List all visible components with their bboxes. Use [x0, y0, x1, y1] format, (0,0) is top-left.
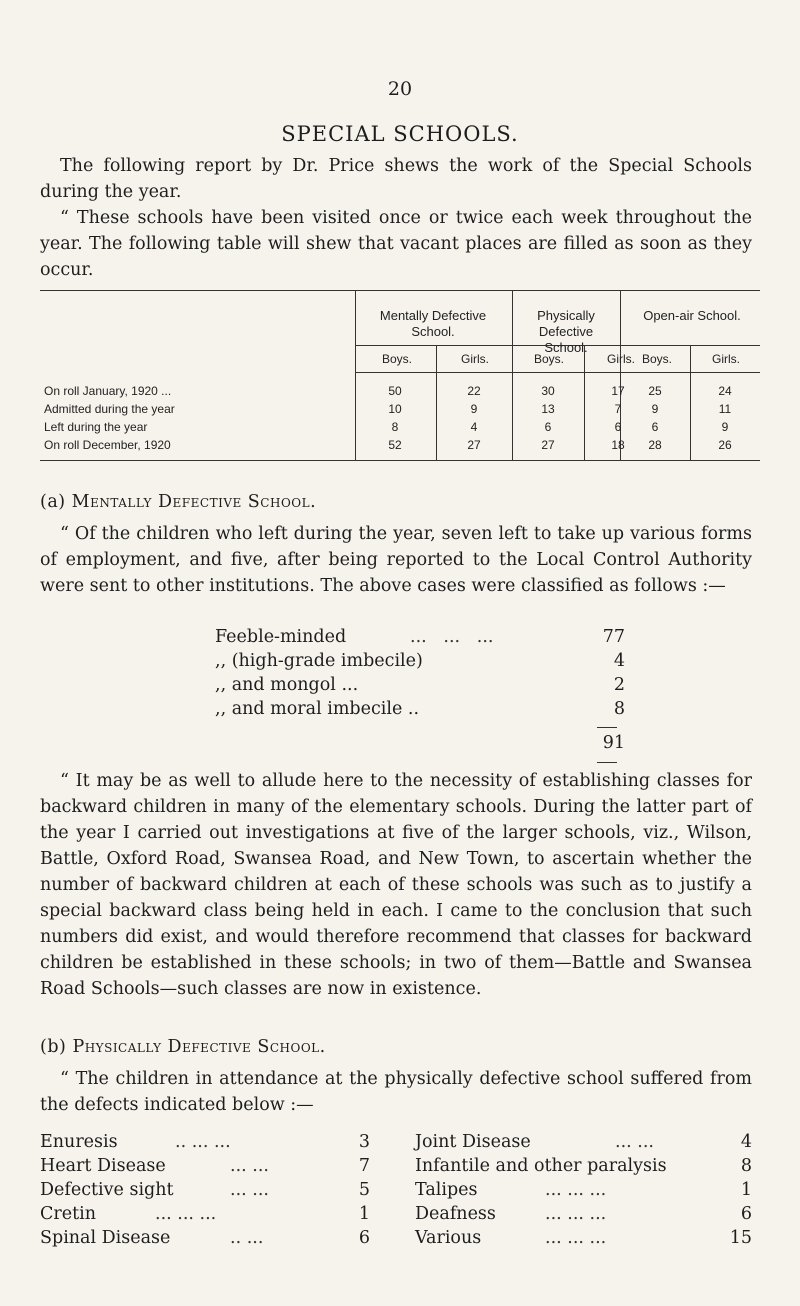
- list-item: Enuresis .. ... ... 3: [40, 1132, 370, 1152]
- defects-list-left: [40, 1130, 385, 1250]
- table-cell: 4: [470, 420, 478, 434]
- table-vline: [620, 290, 621, 460]
- list-item: ,, (high-grade imbecile) 4: [215, 651, 625, 671]
- section-b-paragraph: “ The children in attendance at the physically defective school suffered from the defects indicated below :—: [40, 1069, 752, 1115]
- section-a-heading: [40, 492, 316, 512]
- table-cell: 10: [388, 402, 402, 416]
- section-a-paragraph-2: “ It may be as well to allude here to the necessity of establishing classes for backward children in many of the elementary schools. During the latter part of the year I carried out investigations at five of the larger schools, viz., Wilson, Battle, Oxford Road, Swansea Road, and New Town, to ascertain whether the number of backward children at each of these schools was such as to justify a special backward class being held in each. I came to the conclusion that such numbers did exist, and would therefore recommend that classes for backward children be established in these schools; in two of them—Battle and Swansea Road Schools—such classes are now in existence.: [40, 771, 752, 999]
- list-item: Deafness ... ... ... 6: [415, 1204, 752, 1224]
- list-item: Spinal Disease .. ... 6: [40, 1228, 370, 1248]
- classification-total: 91: [602, 733, 625, 753]
- list-item: Defective sight ... ... 5: [40, 1180, 370, 1200]
- table-cell: 24: [718, 384, 732, 398]
- table-cell: 6: [614, 420, 622, 434]
- table-cell: 6: [651, 420, 659, 434]
- total-rule: [597, 727, 617, 728]
- subheader-girls: Girls.: [607, 352, 635, 366]
- section-a-title: Mentally Defective School.: [71, 492, 317, 512]
- table-cell: 6: [544, 420, 552, 434]
- table-top-rule: [40, 290, 760, 291]
- list-item: Cretin ... ... ... 1: [40, 1204, 370, 1224]
- list-item: Various ... ... ... 15: [415, 1228, 752, 1248]
- list-item: ,, and mongol ... 2: [215, 675, 625, 695]
- table-cell: 17: [611, 384, 625, 398]
- list-item: Joint Disease ... ... 4: [415, 1132, 752, 1152]
- table-cell: 27: [541, 438, 555, 452]
- quote-paragraph: “ These schools have been visited once or twice each week throughout the year. The following table will shew that vacant places are filled as soon as they occur.: [40, 208, 752, 280]
- section-a-paragraph: “ Of the children who left during the year, seven left to take up various forms of employment, and five, after being reported to the Local Control Authority were sent to other institutions. The above cases were classified as follows :—: [40, 524, 752, 596]
- intro-paragraph: The following report by Dr. Price shews the work of the Special Schools during the year.: [40, 156, 752, 202]
- table-cell: 25: [648, 384, 662, 398]
- group-header-physically-defective: Physically Defective School.: [537, 308, 595, 355]
- table-cell: 13: [541, 402, 555, 416]
- table-vline: [436, 345, 437, 460]
- page-number: 20: [387, 78, 413, 100]
- table-bottom-rule: [40, 460, 760, 461]
- group-header-mentally-defective: Mentally Defective School.: [379, 308, 487, 339]
- table-cell: 8: [391, 420, 399, 434]
- table-cell: 27: [467, 438, 481, 452]
- table-vline: [512, 290, 513, 460]
- table-cell: 18: [611, 438, 625, 452]
- row-label: On roll December, 1920: [44, 438, 171, 452]
- group-header-open-air: Open-air School.: [643, 308, 741, 323]
- table-cell: 50: [388, 384, 402, 398]
- row-label: Admitted during the year: [44, 402, 175, 416]
- section-b-title: Physically Defective School.: [72, 1037, 326, 1057]
- subheader-boys: Boys.: [641, 352, 672, 366]
- list-item: Feeble-minded ... ... ... 77: [215, 627, 625, 647]
- list-item: ,, and moral imbecile .. 8: [215, 699, 625, 719]
- row-label: Left during the year: [44, 420, 148, 434]
- row-label: On roll January, 1920 ...: [44, 384, 172, 398]
- table-vline: [690, 345, 691, 460]
- list-item: Heart Disease ... ... 7: [40, 1156, 370, 1176]
- table-hline: [355, 372, 760, 373]
- subheader-boys: Boys.: [381, 352, 412, 366]
- classification-list: [215, 625, 635, 721]
- total-rule: [597, 762, 617, 763]
- table-vline: [584, 345, 585, 460]
- list-item: Infantile and other paralysis 8: [415, 1156, 752, 1176]
- subheader-girls: Girls.: [461, 352, 489, 366]
- table-cell: 22: [467, 384, 481, 398]
- table-cell: 9: [721, 420, 729, 434]
- table-vline: [355, 290, 356, 460]
- table-cell: 11: [718, 402, 732, 416]
- section-b-prefix: (b): [40, 1037, 67, 1057]
- section-a-prefix: (a): [40, 492, 66, 512]
- defects-list-right: [415, 1130, 760, 1250]
- table-cell: 28: [648, 438, 662, 452]
- subheader-boys: Boys.: [533, 352, 564, 366]
- table-cell: 52: [388, 438, 402, 452]
- table-cell: 26: [718, 438, 732, 452]
- list-item: Talipes ... ... ... 1: [415, 1180, 752, 1200]
- table-cell: 7: [614, 402, 622, 416]
- table-cell: 30: [541, 384, 555, 398]
- table-cell: 9: [651, 402, 659, 416]
- page-title: SPECIAL SCHOOLS.: [281, 122, 519, 146]
- subheader-girls: Girls.: [712, 352, 740, 366]
- section-b-heading: [40, 1037, 326, 1057]
- table-cell: 9: [470, 402, 478, 416]
